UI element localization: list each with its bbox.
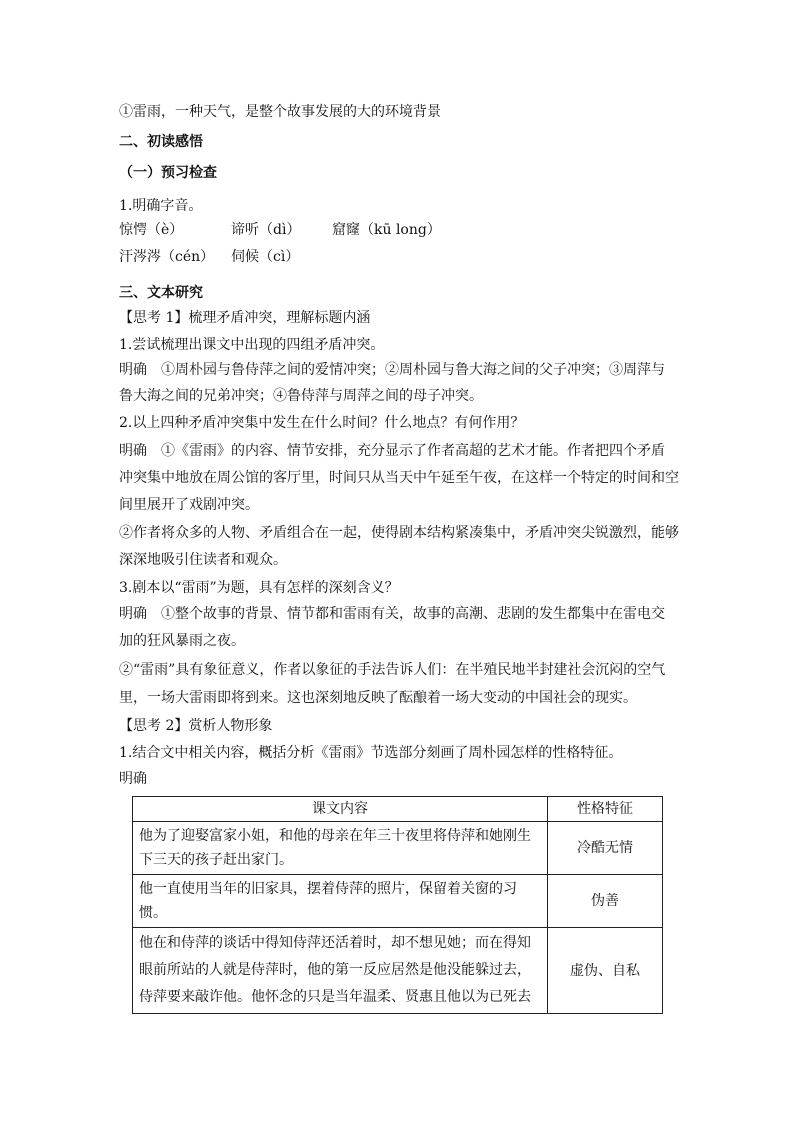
question-title-meaning: 3.剧本以“雷雨”为题，具有怎样的深刻含义？	[119, 580, 399, 596]
table-header-row	[133, 797, 663, 822]
table-row	[133, 928, 663, 1014]
pinyin-item: 惊愕（è）	[119, 222, 184, 238]
table-cell-trait: 虚伪、自私	[548, 928, 663, 1014]
question-pronunciation: 1.明确字音。	[119, 198, 203, 214]
section-heading-2: 二、初读感悟	[119, 134, 203, 150]
table-cell-trait: 冷酷无情	[548, 822, 663, 875]
table-row	[133, 822, 663, 875]
answer-line: 深深地吸引住读者和观众。	[119, 552, 287, 568]
answer-line: 明确 ①《雷雨》的内容、情节安排，充分显示了作者高超的艺术才能。作者把四个矛盾	[119, 443, 665, 459]
answer-line: 明确 ①整个故事的背景、情节都和雷雨有关，故事的高潮、悲剧的发生都集中在雷电交	[119, 606, 665, 622]
table-cell-content	[133, 822, 548, 875]
pinyin-item: 谛听（dì）	[231, 222, 301, 238]
question-character: 1.结合文中相关内容，概括分析《雷雨》节选部分刻画了周朴园怎样的性格特征。	[119, 745, 623, 761]
answer-line: ②“雷雨”具有象征意义，作者以象征的手法告诉人们：在半殖民地半封建社会沉闷的空气	[119, 662, 666, 678]
pinyin-item: 窟窿（kū long）	[332, 222, 441, 238]
table-header-trait: 性格特征	[548, 797, 663, 822]
cell-line: 他在和侍萍的谈话中得知侍萍还活着时，却不想见她；而在得知	[139, 935, 531, 951]
cell-line: 下三天的孩子赶出家门。	[139, 852, 293, 868]
answer-line: 冲突集中地放在周公馆的客厅里，时间只从当天中午延至午夜，在这样一个特定的时间和空	[119, 470, 679, 486]
pinyin-item: 伺候（cì）	[231, 249, 300, 265]
section-heading-3: 三、文本研究	[119, 285, 203, 301]
answer-line: 里，一场大雷雨即将到来。这也深刻地反映了酝酿着一场大变动的中国社会的现实。	[119, 690, 637, 706]
table-header-content: 课文内容	[133, 797, 548, 822]
answer-line: 间里展开了戏剧冲突。	[119, 497, 259, 513]
table-cell-content	[133, 875, 548, 928]
cell-line: 侍萍要来敲诈他。他怀念的只是当年温柔、贤惠且他以为已死去	[139, 989, 531, 1005]
table-row	[133, 875, 663, 928]
table-cell-content	[133, 928, 548, 1014]
character-analysis-table	[132, 796, 663, 1014]
answer-line: 鲁大海之间的兄弟冲突；④鲁侍萍与周萍之间的母子冲突。	[119, 388, 483, 404]
answer-label: 明确	[119, 771, 147, 787]
think-heading-2: 【思考 2】赏析人物形象	[119, 718, 273, 734]
cell-line: 惯。	[139, 905, 167, 921]
cell-line: 眼前所站的人就是侍萍时，他的第一反应居然是他没能躲过去，	[139, 962, 531, 978]
answer-line: ②作者将众多的人物、矛盾组合在一起，使得剧本结构紧凑集中，矛盾冲突尖锐激烈，能够	[119, 525, 679, 541]
question-conflicts: 1.尝试梳理出课文中出现的四组矛盾冲突。	[119, 337, 385, 353]
background-note: ①雷雨，一种天气，是整个故事发展的大的环境背景	[119, 104, 441, 120]
question-time-place: 2.以上四种矛盾冲突集中发生在什么时间？什么地点？有何作用？	[119, 415, 525, 431]
think-heading-1: 【思考 1】梳理矛盾冲突，理解标题内涵	[119, 310, 371, 326]
pinyin-item: 汗涔涔（cén）	[119, 249, 215, 265]
subsection-heading-preview: （一）预习检查	[119, 165, 217, 181]
cell-line: 他为了迎娶富家小姐，和他的母亲在年三十夜里将侍萍和她刚生	[139, 828, 531, 844]
cell-line: 他一直使用当年的旧家具，摆着侍萍的照片，保留着关窗的习	[139, 881, 517, 897]
answer-line: 明确 ①周朴园与鲁侍萍之间的爱情冲突；②周朴园与鲁大海之间的父子冲突；③周萍与	[119, 362, 665, 378]
answer-line: 加的狂风暴雨之夜。	[119, 633, 245, 649]
table-cell-trait: 伪善	[548, 875, 663, 928]
